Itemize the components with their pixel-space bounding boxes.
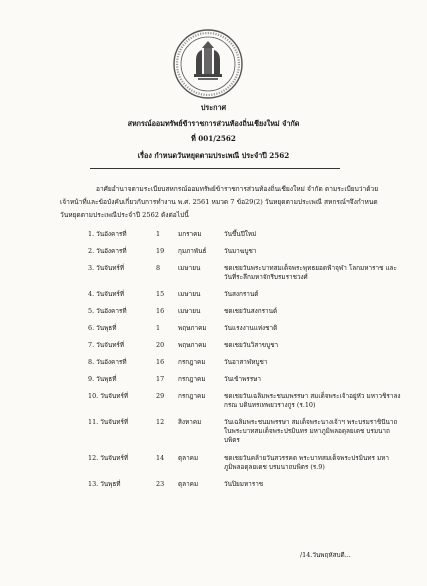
holiday-name: วันขึ้นปีใหม่ <box>224 230 257 238</box>
holiday-date-number: 16 <box>156 307 165 315</box>
holiday-row <box>88 324 404 341</box>
holiday-date-number: 1 <box>156 230 161 238</box>
holiday-day: 11. วันจันทร์ที่ <box>88 418 129 426</box>
holiday-date-number: 15 <box>156 290 165 298</box>
holiday-name: วันสงกรานต์ <box>224 290 259 298</box>
holiday-month: กุมภาพันธ์ <box>178 247 207 255</box>
holiday-day: 8. วันอังคารที่ <box>88 358 127 366</box>
holiday-month: ตุลาคม <box>178 480 199 488</box>
organization-name: สหกรณ์ออมทรัพย์ข้าราชการส่วนท้องถิ่นเชียงใหม่ จำกัด <box>127 119 300 128</box>
holiday-row <box>88 392 404 418</box>
announcement-number: ที่ 001/2562 <box>191 134 236 143</box>
holiday-name: ชดเชยวันคล้ายวันสวรรคต พระบาทสมเด็จพระปรมินทร มหาภูมิพลอดุลยเดช บรมนาถบพิตร (ร.9) <box>224 454 389 471</box>
holiday-row <box>88 341 404 358</box>
holiday-day: 4. วันจันทร์ที่ <box>88 290 125 298</box>
holiday-day: 9. วันพุธที่ <box>88 375 117 383</box>
holiday-date-number: 8 <box>156 264 161 272</box>
holiday-row <box>88 418 404 454</box>
holiday-day: 12. วันจันทร์ที่ <box>88 454 129 462</box>
holiday-name: ชดเชยวันวิสาขบูชา <box>224 341 279 349</box>
holiday-month: กรกฎาคม <box>178 392 206 400</box>
holiday-day: 2. วันอังคารที่ <box>88 247 127 255</box>
announcement-subject: เรื่อง กำหนดวันหยุดตามประเพณี ประจำปี 2562 <box>137 151 290 160</box>
holiday-name: ชดเชยวันพระบาทสมเด็จพระพุทธยอดฟ้าจุฬา โลกมหาราช และวันที่ระลึกมหาจักรีบรมราชวงศ์ <box>224 264 397 281</box>
continuation-note: /14.วันพฤหัสบดี... <box>300 551 351 559</box>
holiday-name: วันเฉลิมพระชนมพรรษา สมเด็จพระนางเจ้าฯ พระบรมราชินีนาถ ในพระบาทสมเด็จพระปรมินทร มหาภูมิพลอดุลยเดช บรมนาถบพิตร <box>224 418 398 444</box>
holiday-name: วันมาฆบูชา <box>224 247 257 255</box>
holiday-date-number: 20 <box>156 341 165 349</box>
holiday-month: เมษายน <box>178 290 201 298</box>
body-paragraph: อาศัยอำนาจตามระเบียบสหกรณ์ออมทรัพย์ข้าราชการส่วนท้องถิ่นเชียงใหม่ จำกัด ตามระเบียบว่าด้วยเจ้าหน้าที่และข้อบังคับเกี่ยวกับการทำงาน พ.ศ. 2561 หมวด 7 ข้อ29(2) วันหยุดตามประเพณี สหกรณ์ฯจึงกำหนดวันหยุดตามประเพณีประจำปี 2562 ดังต่อไปนี้ <box>60 185 379 219</box>
holiday-name: วันอาสาฬหบูชา <box>224 358 268 366</box>
holiday-row <box>88 307 404 324</box>
holiday-month: สิงหาคม <box>178 418 202 426</box>
holiday-day: 7. วันจันทร์ที่ <box>88 341 125 349</box>
holiday-day: 6. วันพุธที่ <box>88 324 117 332</box>
holiday-month: พฤษภาคม <box>178 341 207 349</box>
holiday-month: เมษายน <box>178 264 201 272</box>
holiday-row <box>88 375 404 392</box>
holiday-row <box>88 480 404 497</box>
holiday-date-number: 14 <box>156 454 165 462</box>
holiday-month: กรกฎาคม <box>178 375 206 383</box>
holiday-name: วันแรงงานแห่งชาติ <box>224 324 278 332</box>
holiday-date-number: 12 <box>156 418 165 426</box>
holiday-month: กรกฎาคม <box>178 358 206 366</box>
holiday-date-number: 16 <box>156 358 165 366</box>
holiday-day: 13. วันพุธที่ <box>88 480 121 488</box>
holiday-table <box>88 230 404 497</box>
cooperative-seal-logo <box>172 28 244 100</box>
announcement-heading: ประกาศ <box>200 103 227 112</box>
announcement-body <box>60 183 380 222</box>
holiday-row <box>88 264 404 290</box>
holiday-name: วันเข้าพรรษา <box>224 375 261 383</box>
holiday-date-number: 19 <box>156 247 165 255</box>
holiday-day: 1. วันอังคารที่ <box>88 230 127 238</box>
holiday-row <box>88 230 404 247</box>
holiday-name: ชดเชยวันเฉลิมพระชนมพรรษา สมเด็จพระเจ้าอยู่หัว มหาวชิราลงกรณ บดินทรเทพยวรางกูร (ร.10) <box>224 392 401 409</box>
holiday-date-number: 29 <box>156 392 165 400</box>
holiday-row <box>88 358 404 375</box>
holiday-row <box>88 247 404 264</box>
holiday-date-number: 17 <box>156 375 165 383</box>
holiday-name: วันปิยมหาราช <box>224 480 264 488</box>
holiday-day: 5. วันอังคารที่ <box>88 307 127 315</box>
holiday-month: พฤษภาคม <box>178 324 207 332</box>
holiday-day: 10. วันจันทร์ที่ <box>88 392 129 400</box>
holiday-name: ชดเชยวันสงกรานต์ <box>224 307 278 315</box>
holiday-day: 3. วันจันทร์ที่ <box>88 264 125 272</box>
divider-line <box>90 168 340 169</box>
holiday-month: เมษายน <box>178 307 201 315</box>
holiday-date-number: 23 <box>156 480 165 488</box>
holiday-month: ตุลาคม <box>178 454 199 462</box>
holiday-row <box>88 290 404 307</box>
holiday-date-number: 1 <box>156 324 161 332</box>
holiday-month: มกราคม <box>178 230 202 238</box>
holiday-row <box>88 454 404 480</box>
